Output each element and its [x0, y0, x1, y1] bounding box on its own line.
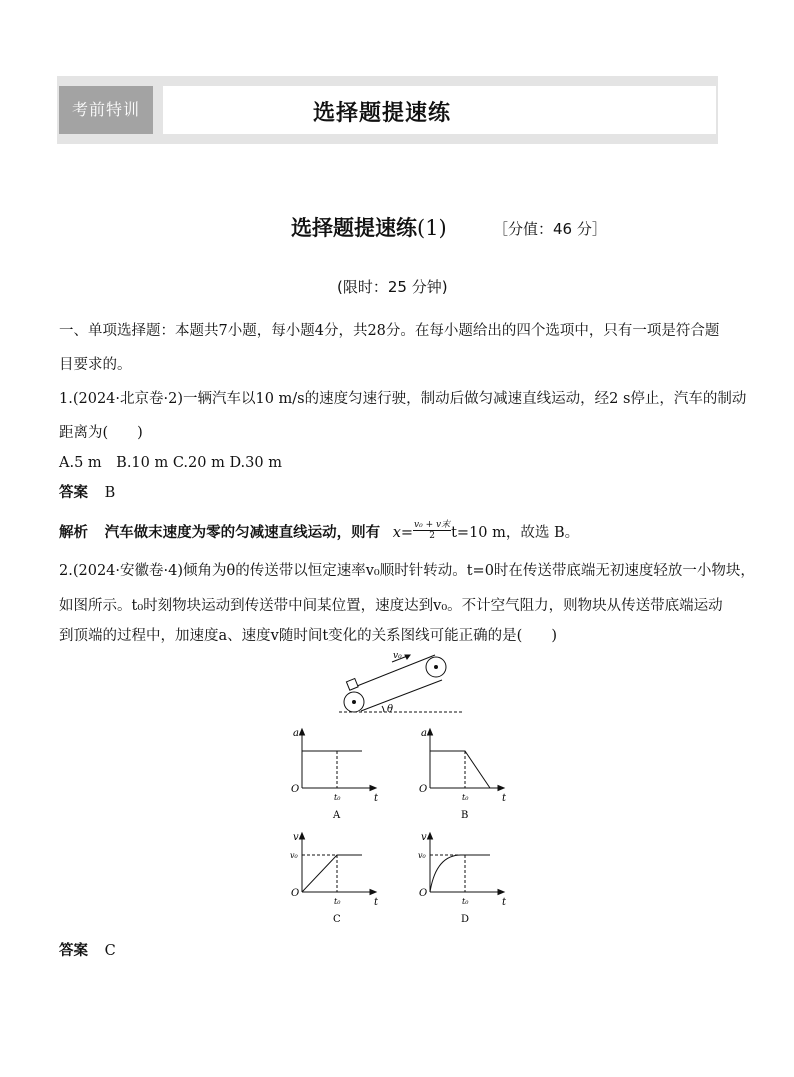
q2-figure	[286, 645, 516, 935]
q1-formula-denominator: 2	[429, 530, 435, 541]
q1-formula-lhs: x=	[392, 525, 414, 541]
angle-arc	[382, 706, 384, 712]
q1-analysis-text: 汽车做末速度为零的匀减速直线运动，则有	[104, 525, 381, 541]
graph-ylabel: a	[421, 728, 427, 739]
y-axis-arrow	[428, 729, 433, 735]
graph-xlabel: t	[502, 793, 507, 804]
graph-origin: O	[291, 888, 300, 899]
curve	[302, 855, 362, 892]
graph-origin: O	[419, 784, 428, 795]
q2-stem-line2: 如图所示。t₀时刻物块运动到传送带中间某位置，速度达到v₀。不计空气阻力，则物块从传送带底端运动	[59, 598, 723, 614]
y-axis-arrow	[300, 729, 305, 735]
header-tag: 考前特训	[59, 86, 153, 134]
graph-xlabel: t	[374, 793, 379, 804]
section-time-limit: (限时：25 分钟)	[337, 278, 448, 296]
q1-answer	[59, 481, 115, 502]
q2-answer-label: 答案	[59, 943, 88, 959]
belt-bottom-edge	[361, 680, 442, 711]
q1-stem-line1: 1.(2024·北京卷·2)一辆汽车以10 m/s的速度匀速行驶，制动后做匀减速直线运动，经2 s停止，汽车的制动	[59, 391, 747, 407]
header-title: 选择题提速练	[313, 101, 452, 126]
q1-analysis	[59, 521, 579, 544]
q1-formula-rhs: t=10 m，故选 B。	[451, 525, 580, 541]
q1-options: A.5 m B.10 m C.20 m D.30 m	[59, 455, 282, 471]
q2-stem-line1: 2.(2024·安徽卷·4)倾角为θ的传送带以恒定速率v₀顺时针转动。t=0时在传送带底端无初速度轻放一小物块，	[59, 563, 755, 579]
curve	[430, 751, 490, 788]
graph-ylabel: v	[293, 832, 299, 843]
graph-a	[300, 729, 377, 791]
x-axis-arrow	[370, 890, 376, 895]
graph-xlabel: t	[374, 897, 379, 908]
section-title-text: 选择题提速练	[291, 216, 417, 240]
graph-origin: O	[419, 888, 428, 899]
section-number: (1)	[417, 216, 447, 240]
small-block	[346, 678, 358, 690]
q1-formula-fraction	[413, 520, 451, 541]
angle-label: θ	[387, 704, 394, 715]
q2-stem-line3: 到顶端的过程中，加速度a、速度v随时间t变化的关系图线可能正确的是( )	[59, 628, 557, 644]
graph-caption: A	[333, 810, 341, 821]
graph-caption: B	[461, 810, 469, 821]
section-title	[291, 212, 447, 242]
section-score: ［分值：46 分］	[493, 220, 607, 238]
q1-stem-line2: 距离为( )	[59, 425, 143, 441]
q2-answer-value: C	[104, 943, 116, 959]
q1-formula-numerator: v₀ + v末	[414, 519, 451, 530]
curve	[430, 855, 490, 892]
graph-d	[428, 833, 505, 895]
graph-c	[300, 833, 377, 895]
q2-answer	[59, 939, 116, 960]
belt-speed-label: v₀	[393, 651, 402, 661]
x-axis-arrow	[498, 890, 504, 895]
x-axis-arrow	[498, 786, 504, 791]
part-instructions-line2: 目要求的。	[59, 357, 132, 373]
y-axis-arrow	[300, 833, 305, 839]
graph-caption: D	[461, 914, 470, 925]
graph-origin: O	[291, 784, 300, 795]
graph-b	[428, 729, 505, 791]
graph-t0-tick: t₀	[334, 897, 341, 906]
q1-analysis-label: 解析	[59, 525, 88, 541]
graph-ylabel: v	[421, 832, 427, 843]
graph-t0-tick: t₀	[462, 897, 469, 906]
y-axis-arrow	[428, 833, 433, 839]
graph-t0-tick: t₀	[334, 793, 341, 802]
x-axis-arrow	[370, 786, 376, 791]
graph-ylabel: a	[293, 728, 299, 739]
q1-answer-value: B	[104, 485, 116, 501]
q1-answer-label: 答案	[59, 485, 88, 501]
graph-caption: C	[333, 914, 341, 925]
conveyor-belt-diagram	[339, 655, 462, 712]
part-instructions-line1: 一、单项选择题：本题共7小题，每小题4分，共28分。在每小题给出的四个选项中，只有一项是符合题	[59, 323, 720, 339]
graph-t0-tick: t₀	[462, 793, 469, 802]
graph-v0-tick: v₀	[418, 851, 426, 860]
graph-xlabel: t	[502, 897, 507, 908]
graph-v0-tick: v₀	[290, 851, 298, 860]
